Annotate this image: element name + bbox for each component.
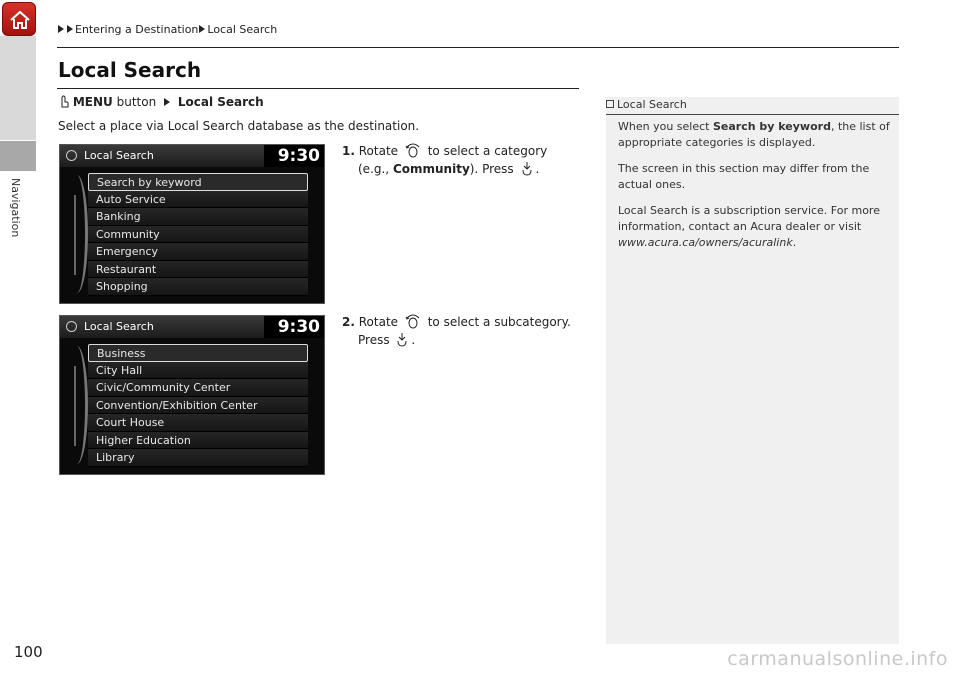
interface-dial-rotate-icon <box>404 312 422 330</box>
scroll-indicator[interactable] <box>74 366 76 446</box>
sidebar-paragraph: The screen in this section may differ from the actual ones. <box>618 162 870 191</box>
step-text: . <box>535 162 540 176</box>
sidebar-link[interactable]: www.acura.ca/owners/acuralink <box>618 236 793 249</box>
scroll-dial[interactable] <box>66 346 88 464</box>
subcategory-list <box>88 344 308 467</box>
list-item[interactable]: Civic/Community Center <box>88 379 308 397</box>
interface-dial-press-icon <box>395 332 409 348</box>
step-text: Rotate <box>358 144 399 158</box>
screen-subcategory <box>59 315 325 475</box>
list-item[interactable]: Higher Education <box>88 432 308 450</box>
title-rule <box>57 88 579 89</box>
list-item[interactable]: Auto Service <box>88 191 308 209</box>
interface-dial-rotate-icon <box>404 141 422 159</box>
list-item-selected[interactable]: Business <box>88 344 308 362</box>
page-number: 100 <box>14 643 43 661</box>
arrow-icon <box>58 25 64 33</box>
sidebar-text: Local Search is a subscription service. For more information, contact an Acura dealer or visit <box>618 204 880 233</box>
step-text: ). Press <box>469 162 514 176</box>
side-tab <box>0 36 36 140</box>
step-number: 1. <box>342 144 355 158</box>
arrow-icon <box>199 25 205 33</box>
screen-title: Local Search <box>84 149 154 162</box>
intro-text: Select a place via Local Search database as the destination. <box>58 119 420 133</box>
sidebar-heading <box>606 98 687 111</box>
home-icon[interactable] <box>2 2 36 36</box>
breadcrumb-part[interactable]: Local Search <box>207 23 278 36</box>
category-list <box>88 173 308 296</box>
step-2 <box>342 312 592 349</box>
list-item[interactable]: Convention/Exhibition Center <box>88 397 308 415</box>
menu-button-word: button <box>116 95 157 109</box>
side-nav-label: Navigation <box>9 178 22 238</box>
sidebar-text: . <box>792 236 797 249</box>
screen-titlebar <box>60 316 324 338</box>
step-text: . <box>411 333 416 347</box>
sidebar-bold: Search by keyword <box>712 120 831 133</box>
breadcrumb-part[interactable]: Entering a Destination <box>75 23 199 36</box>
list-item-selected[interactable]: Search by keyword <box>88 173 308 191</box>
list-item[interactable]: Restaurant <box>88 261 308 279</box>
menu-target: Local Search <box>177 95 264 109</box>
list-item[interactable]: City Hall <box>88 362 308 380</box>
list-item[interactable]: Library <box>88 449 308 467</box>
breadcrumb <box>57 23 277 36</box>
page-title: Local Search <box>58 58 202 82</box>
screen-category <box>59 144 325 304</box>
side-tab-active[interactable] <box>0 141 36 171</box>
screen-titlebar <box>60 145 324 167</box>
step-text: Rotate <box>358 315 399 329</box>
sidebar-heading-text: Local Search <box>617 98 687 111</box>
list-item[interactable]: Banking <box>88 208 308 226</box>
sidebar-paragraph <box>618 119 890 151</box>
step-number: 2. <box>342 315 355 329</box>
step-text: to select a subcategory. <box>427 315 571 329</box>
step-text: (e.g., <box>358 162 390 176</box>
hand-press-icon <box>59 95 69 108</box>
screen-clock: 9:30 <box>264 145 324 167</box>
menu-path <box>59 95 264 109</box>
menu-button-name: MENU <box>72 95 113 109</box>
step-bold: Community <box>392 162 470 176</box>
sidebar-rule <box>606 114 899 115</box>
scroll-dial[interactable] <box>66 175 88 293</box>
list-item[interactable]: Shopping <box>88 278 308 296</box>
list-item[interactable]: Court House <box>88 414 308 432</box>
sidebar-text: When you select <box>618 120 710 133</box>
step-text: Press <box>358 333 390 347</box>
watermark: carmanualsonline.info <box>727 648 948 670</box>
arrow-icon <box>164 98 170 106</box>
info-icon <box>66 321 77 332</box>
sidebar-text: , the list of appropriate categories is displayed. <box>618 120 890 149</box>
header-rule <box>57 47 899 48</box>
scroll-indicator[interactable] <box>74 195 76 275</box>
interface-dial-press-icon <box>520 161 534 177</box>
note-icon <box>606 100 614 108</box>
step-text: to select a category <box>427 144 548 158</box>
arrow-icon <box>67 25 73 33</box>
step-1 <box>342 141 582 178</box>
info-icon <box>66 150 77 161</box>
list-item[interactable]: Community <box>88 226 308 244</box>
screen-title: Local Search <box>84 320 154 333</box>
list-item[interactable]: Emergency <box>88 243 308 261</box>
screen-clock: 9:30 <box>264 316 324 338</box>
sidebar-paragraph <box>618 203 890 251</box>
